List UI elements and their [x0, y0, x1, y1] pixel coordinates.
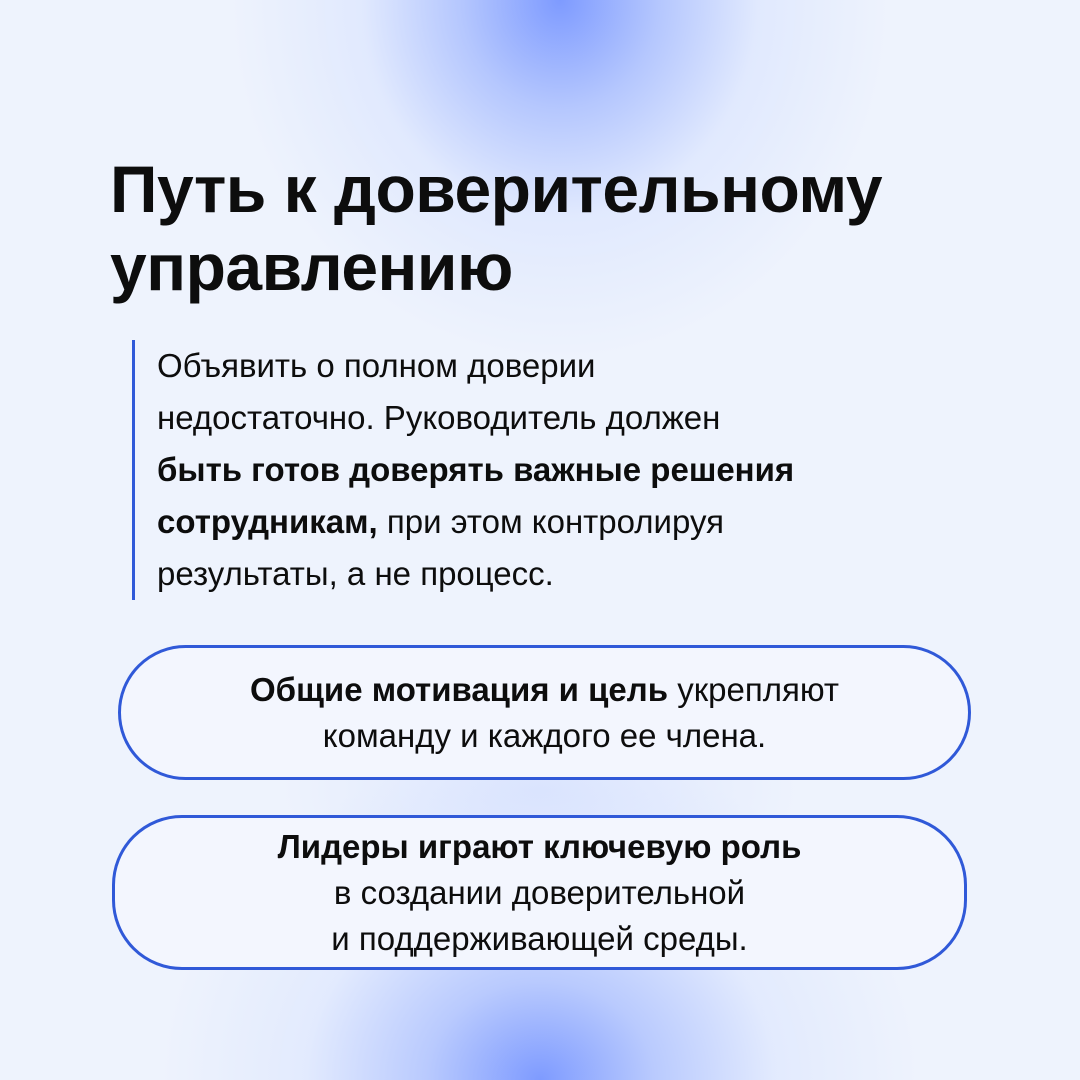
- quote-line-4-rest: при этом контролируя: [377, 503, 724, 540]
- card1-rest: укрепляют: [668, 670, 839, 708]
- title-line-2: управлению: [110, 230, 513, 304]
- page-title: [110, 150, 990, 306]
- info-card-motivation-text: [250, 667, 839, 759]
- quote-line-1: Объявить о полном доверии: [157, 347, 596, 384]
- title-line-1: Путь к доверительному: [110, 152, 883, 226]
- quote-line-4: [157, 496, 947, 548]
- card2-bold: Лидеры играют ключевую роль: [277, 827, 802, 865]
- quote-line-2: недостаточно. Руководитель должен: [157, 399, 721, 436]
- card2-line-2: в создании доверительной: [333, 873, 746, 911]
- quote-line-5: результаты, а не процесс.: [157, 555, 554, 592]
- card1-bold: Общие мотивация и цель: [250, 670, 669, 708]
- info-card-leaders: [112, 815, 967, 970]
- info-card-motivation: [118, 645, 971, 780]
- card2-line-3: и поддерживающей среды.: [331, 919, 748, 957]
- quote-line-3-bold: быть готов доверять важные решения: [157, 451, 795, 488]
- card1-line-1: [250, 667, 839, 713]
- quote-line-4-bold: сотрудникам,: [157, 503, 378, 540]
- card1-line-2: команду и каждого ее члена.: [322, 716, 767, 754]
- quote-block: [132, 340, 947, 600]
- quote-text: [157, 340, 947, 600]
- info-card-leaders-text: [278, 824, 802, 962]
